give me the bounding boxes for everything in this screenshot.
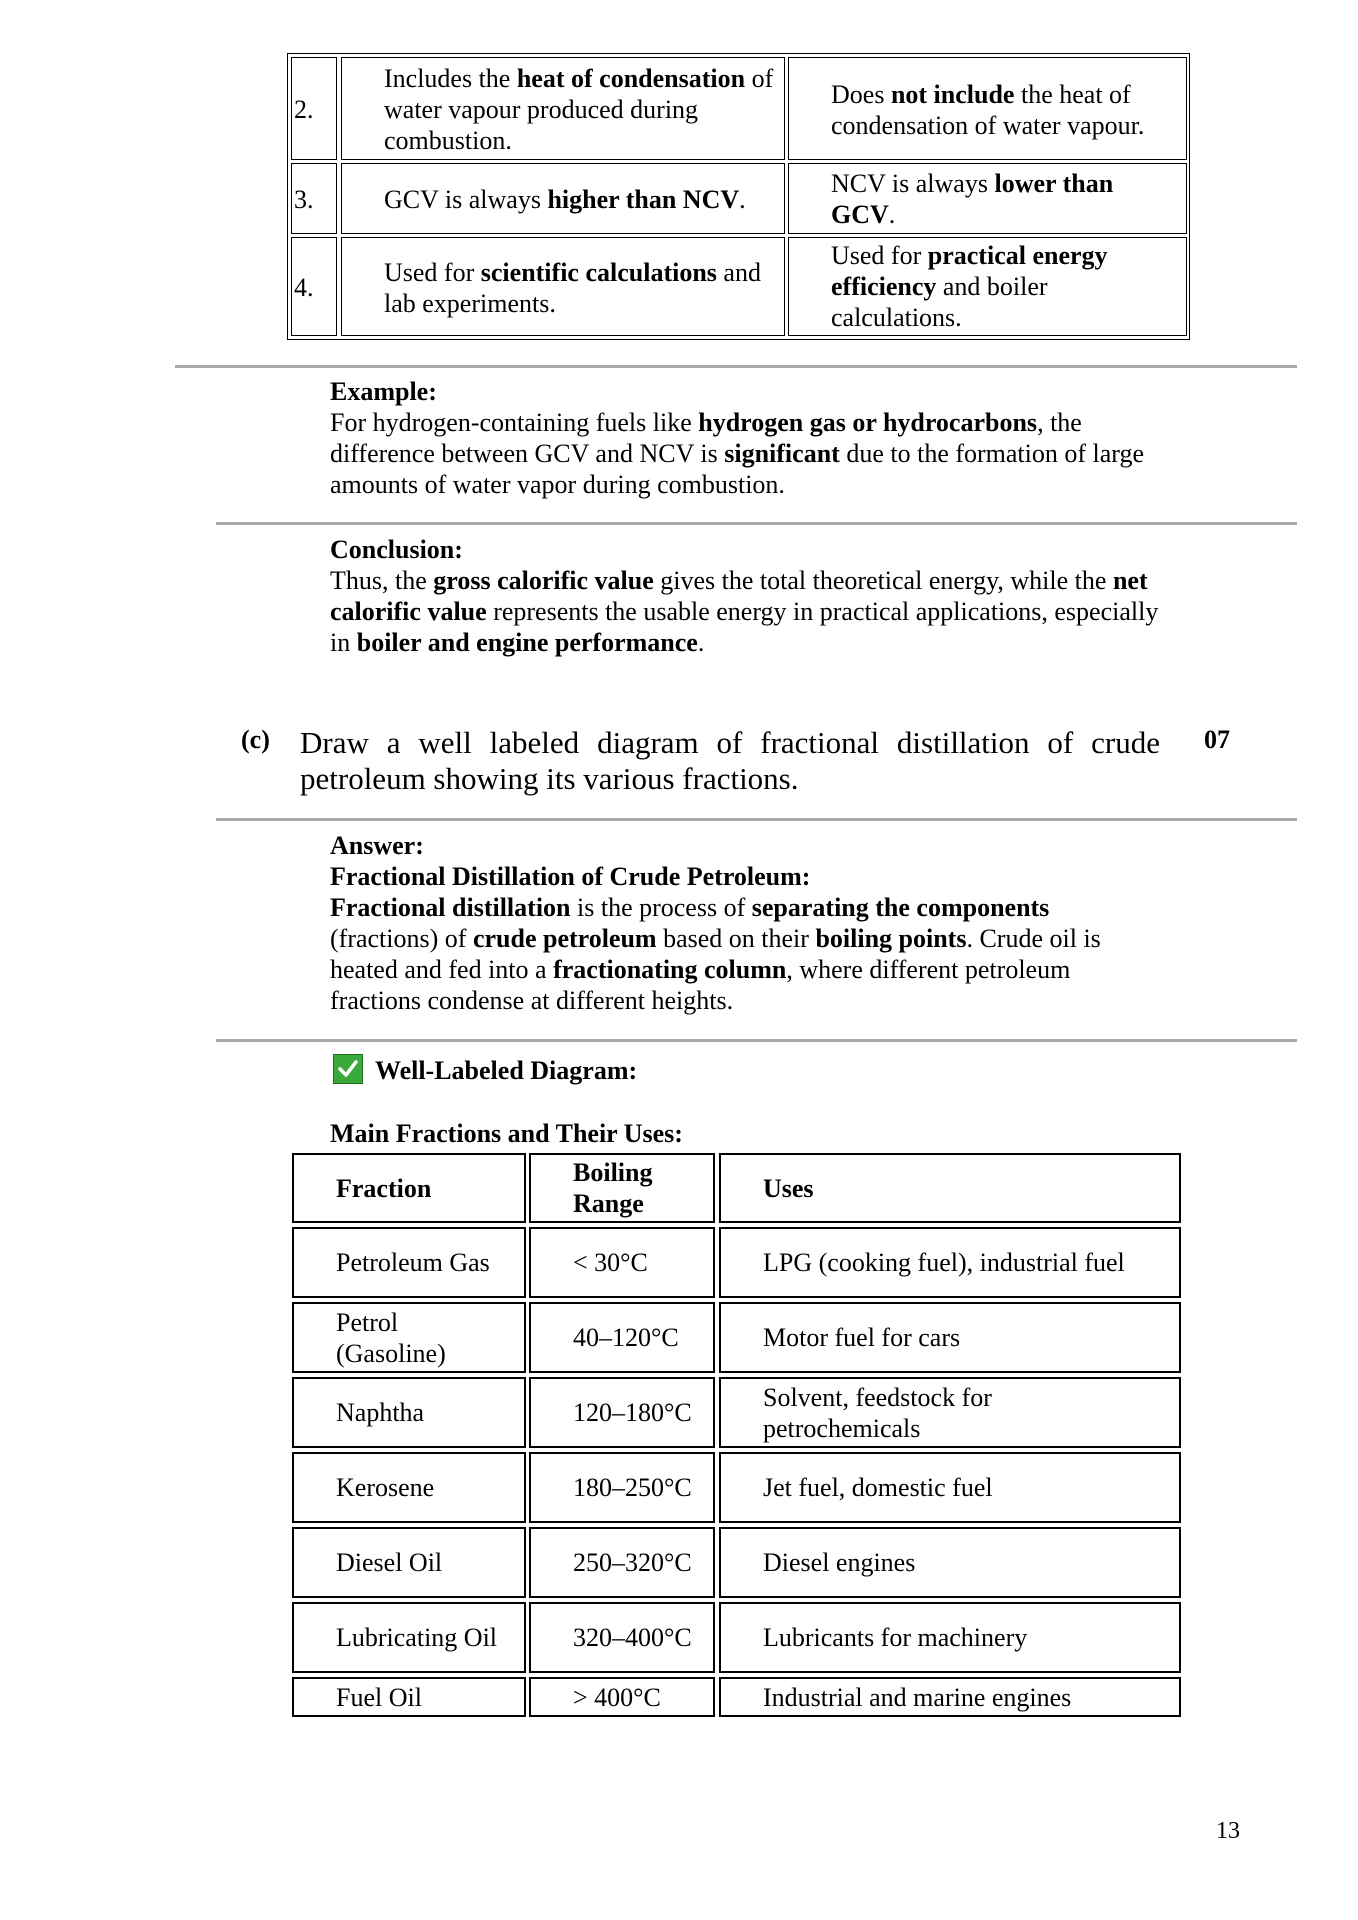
boiling-range: 320–400°C <box>573 1623 692 1652</box>
bold-text: gross calorific value <box>433 566 654 595</box>
divider <box>175 365 1297 368</box>
question-text: Draw a well labeled diagram of fractional distillation of crude petroleum showing its various fractions. <box>300 725 1160 796</box>
table-row <box>292 1227 526 1298</box>
ncv-cell <box>788 163 1187 234</box>
gcv-text: GCV is always higher than NCV. <box>384 185 746 214</box>
row-number-cell <box>291 163 337 234</box>
table-row <box>292 1377 526 1448</box>
header-fraction: Fraction <box>336 1174 432 1203</box>
bold-text: Fractional distillation <box>330 893 571 922</box>
conclusion-section <box>330 534 1170 658</box>
fraction-uses: Diesel engines <box>763 1548 916 1577</box>
table-cell <box>529 1302 715 1373</box>
example-body: For hydrogen-containing fuels like hydrogen gas or hydrocarbons, the difference between GCV and NCV is significant due to the formation of large amounts of water vapor during combustion. <box>330 408 1145 499</box>
row-number-cell <box>291 57 337 160</box>
bold-text: boiler and engine performance <box>356 628 698 657</box>
table-cell <box>719 1377 1181 1448</box>
fraction-uses: Jet fuel, domestic fuel <box>763 1473 993 1502</box>
row-number: 3. <box>294 185 314 214</box>
answer-section <box>330 830 1160 1016</box>
fraction-name: Petroleum Gas <box>336 1248 490 1277</box>
table-row <box>292 1452 526 1523</box>
bold-text: lower than GCV <box>831 169 1114 229</box>
bold-text: not include <box>890 80 1015 109</box>
fraction-uses: Solvent, feedstock for petrochemicals <box>763 1383 992 1443</box>
header-cell <box>292 1153 526 1223</box>
bold-text: net calorific value <box>330 566 1148 626</box>
fraction-name: Lubricating Oil <box>336 1623 498 1652</box>
fraction-name: Diesel Oil <box>336 1548 443 1577</box>
fraction-uses: Industrial and marine engines <box>763 1683 1072 1712</box>
bold-text: practical energy efficiency <box>831 241 1108 301</box>
gcv-cell <box>341 57 785 160</box>
divider <box>216 1039 1297 1042</box>
table-cell <box>529 1227 715 1298</box>
boiling-range: < 30°C <box>573 1248 648 1277</box>
table-row <box>292 1302 526 1373</box>
table-row <box>292 1527 526 1598</box>
table-cell <box>529 1377 715 1448</box>
table-cell <box>719 1452 1181 1523</box>
gcv-cell <box>341 237 785 336</box>
bold-text: fractionating column <box>553 955 787 984</box>
answer-heading: Answer: <box>330 831 424 860</box>
table-row <box>292 1677 526 1717</box>
table-cell <box>719 1302 1181 1373</box>
bold-text: higher than NCV <box>547 185 740 214</box>
bold-text: hydrogen gas or hydrocarbons <box>698 408 1038 437</box>
table-cell <box>719 1527 1181 1598</box>
fraction-name: Kerosene <box>336 1473 435 1502</box>
ncv-cell <box>788 237 1187 336</box>
diagram-heading: Well-Labeled Diagram: <box>375 1056 638 1085</box>
gcv-text: Includes the heat of condensation of water vapour produced during combustion. <box>384 64 774 155</box>
ncv-text: Used for practical energy efficiency and boiler calculations. <box>831 241 1108 332</box>
bold-text: separating the components <box>751 893 1050 922</box>
boiling-range: 120–180°C <box>573 1398 692 1427</box>
fractions-title: Main Fractions and Their Uses: <box>330 1119 683 1148</box>
answer-subheading: Fractional Distillation of Crude Petroleum: <box>330 862 811 891</box>
example-section <box>330 376 1170 500</box>
bold-text: boiling points <box>815 924 967 953</box>
conclusion-heading: Conclusion: <box>330 535 463 564</box>
header-boiling-range: Boiling Range <box>573 1158 653 1218</box>
table-cell <box>719 1677 1181 1717</box>
fraction-name: Naphtha <box>336 1398 425 1427</box>
table-cell <box>719 1227 1181 1298</box>
gcv-text: Used for scientific calculations and lab experiments. <box>384 258 761 318</box>
row-number: 2. <box>294 95 314 124</box>
comparison-table <box>287 53 1190 340</box>
check-mark-icon <box>333 1054 363 1084</box>
divider <box>216 522 1297 525</box>
fraction-name: Fuel Oil <box>336 1683 422 1712</box>
table-cell <box>719 1602 1181 1673</box>
ncv-text: NCV is always lower than GCV. <box>831 169 1114 229</box>
fraction-uses: Lubricants for machinery <box>763 1623 1028 1652</box>
boiling-range: 180–250°C <box>573 1473 692 1502</box>
header-uses: Uses <box>763 1174 814 1203</box>
question-label: (c) <box>241 725 270 754</box>
bold-text: significant <box>724 439 840 468</box>
table-cell <box>529 1677 715 1717</box>
table-cell <box>529 1452 715 1523</box>
bold-text: scientific calculations <box>480 258 717 287</box>
question-marks: 07 <box>1204 725 1230 754</box>
ncv-cell <box>788 57 1187 160</box>
fraction-name: Petrol (Gasoline) <box>336 1308 446 1368</box>
example-heading: Example: <box>330 377 437 406</box>
divider <box>216 818 1297 821</box>
row-number: 4. <box>294 273 314 302</box>
boiling-range: 250–320°C <box>573 1548 692 1577</box>
boiling-range: > 400°C <box>573 1683 661 1712</box>
ncv-text: Does not include the heat of condensation of water vapour. <box>831 80 1145 140</box>
page-number: 13 <box>1216 1818 1240 1844</box>
table-cell <box>529 1527 715 1598</box>
fraction-uses: LPG (cooking fuel), industrial fuel <box>763 1248 1125 1277</box>
header-cell <box>719 1153 1181 1223</box>
table-cell <box>529 1602 715 1673</box>
row-number-cell <box>291 237 337 336</box>
boiling-range: 40–120°C <box>573 1323 679 1352</box>
answer-body: Fractional distillation is the process of separating the components (fractions) of crude petroleum based on their boiling points. Crude oil is heated and fed into a fractionating column, where different petroleum fractions condense at different heights. <box>330 893 1101 1015</box>
bold-text: heat of condensation <box>516 64 746 93</box>
header-cell <box>529 1153 715 1223</box>
conclusion-body: Thus, the gross calorific value gives the total theoretical energy, while the net calorific value represents the usable energy in practical applications, especially in boiler and engine performance. <box>330 566 1159 657</box>
bold-text: crude petroleum <box>472 924 657 953</box>
table-row <box>292 1602 526 1673</box>
fraction-uses: Motor fuel for cars <box>763 1323 961 1352</box>
gcv-cell <box>341 163 785 234</box>
